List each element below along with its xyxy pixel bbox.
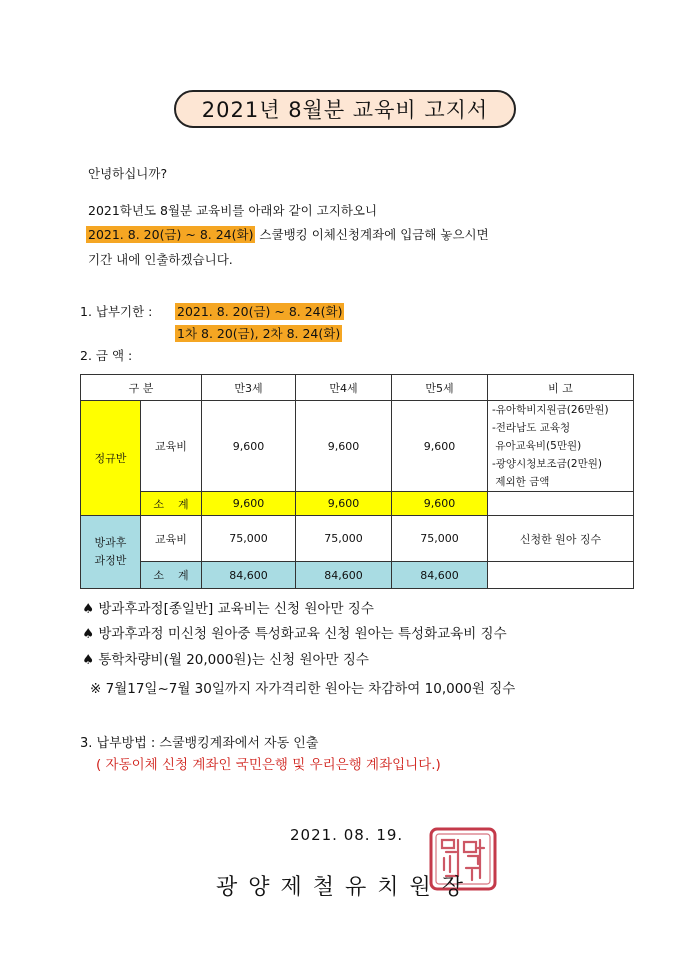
regular-subtotal-age3: 9,600 — [202, 492, 296, 516]
afterschool-label-line-1: 방과후 — [94, 536, 127, 549]
header-remarks: 비 고 — [488, 375, 634, 401]
regular-fee-label: 교육비 — [141, 401, 202, 492]
table-row — [81, 562, 634, 589]
header-age3: 만3세 — [202, 375, 296, 401]
deadline-rounds-highlight: 1차 8. 20(금), 2차 8. 24(화) — [177, 326, 341, 341]
afterschool-subtotal-age4: 84,600 — [296, 562, 392, 589]
intro-line-2-rest: 스쿨뱅킹 이체신청계좌에 입금해 놓으시면 — [255, 227, 489, 242]
regular-remark-line: -전라남도 교육청 — [492, 422, 571, 434]
regular-remark-line: -광양시청보조금(2만원) — [492, 458, 602, 470]
table-row — [81, 401, 634, 492]
afterschool-subtotal-label: 소 계 — [141, 562, 202, 589]
principal-signature: 광 양 제 철 유 치 원 장 — [216, 875, 465, 900]
fee-table — [80, 374, 634, 589]
issue-date: 2021. 08. 19. — [290, 826, 404, 844]
bullet-special-education: ♠ 방과후과정 미신청 원아중 특성화교육 신청 원아는 특성화교육비 징수 — [82, 626, 507, 642]
deadline-rounds — [175, 324, 342, 342]
deadline-label: 1. 납부기한 : — [80, 304, 153, 319]
quarantine-remark: ※ 7월17일~7월 30일까지 자가격리한 원아는 차감하여 10,000원 징수 — [90, 681, 516, 697]
intro-line-3: 기간 내에 인출하겠습니다. — [88, 252, 233, 267]
regular-remarks — [488, 401, 634, 492]
regular-subtotal-label: 소 계 — [141, 492, 202, 516]
afterschool-fee-age5: 75,000 — [392, 516, 488, 562]
payment-method: 3. 납부방법 : 스쿨뱅킹계좌에서 자동 인출 — [80, 736, 319, 751]
table-row — [81, 516, 634, 562]
regular-class-label: 정규반 — [81, 401, 141, 516]
header-age5: 만5세 — [392, 375, 488, 401]
header-age4: 만4세 — [296, 375, 392, 401]
table-header-row — [81, 375, 634, 401]
amount-label: 2. 금 액 : — [80, 348, 133, 363]
afterschool-fee-age3: 75,000 — [202, 516, 296, 562]
bullet-bus-fee: ♠ 통학차량비(월 20,000원)는 신청 원아만 징수 — [82, 652, 369, 668]
intro-period-highlight: 2021. 8. 20(금) ~ 8. 24(화) — [88, 227, 254, 242]
regular-fee-age5: 9,600 — [392, 401, 488, 492]
bullet-afterschool-fee: ♠ 방과후과정[종일반] 교육비는 신청 원아만 징수 — [82, 601, 374, 617]
intro-line-1: 2021학년도 8월분 교육비를 아래와 같이 고지하오니 — [88, 203, 378, 218]
regular-subtotal-age4: 9,600 — [296, 492, 392, 516]
afterschool-fee-label: 교육비 — [141, 516, 202, 562]
afterschool-label-line-2: 과정반 — [94, 554, 127, 567]
regular-subtotal-remarks — [488, 492, 634, 516]
afterschool-subtotal-remarks — [488, 562, 634, 589]
deadline-period — [175, 302, 344, 320]
regular-fee-age3: 9,600 — [202, 401, 296, 492]
deadline-period-highlight: 2021. 8. 20(금) ~ 8. 24(화) — [177, 304, 343, 319]
afterschool-subtotal-age5: 84,600 — [392, 562, 488, 589]
afterschool-class-label — [81, 516, 141, 589]
afterschool-fee-age4: 75,000 — [296, 516, 392, 562]
greeting: 안녕하십니까? — [88, 166, 168, 181]
regular-remark-line: -유아학비지원금(26만원) — [492, 404, 609, 416]
header-category: 구 분 — [81, 375, 202, 401]
table-row — [81, 492, 634, 516]
regular-fee-age4: 9,600 — [296, 401, 392, 492]
payment-note: ( 자동이체 신청 계좌인 국민은행 및 우리은행 계좌입니다.) — [96, 757, 441, 773]
page-title: 2021년 8월분 교육비 고지서 — [174, 90, 516, 128]
intro-line-2 — [86, 225, 489, 243]
afterschool-subtotal-age3: 84,600 — [202, 562, 296, 589]
regular-subtotal-age5: 9,600 — [392, 492, 488, 516]
regular-remark-line: 유아교육비(5만원) — [492, 440, 582, 452]
regular-remark-line: 제외한 금액 — [492, 476, 550, 488]
afterschool-remarks: 신청한 원아 징수 — [488, 516, 634, 562]
